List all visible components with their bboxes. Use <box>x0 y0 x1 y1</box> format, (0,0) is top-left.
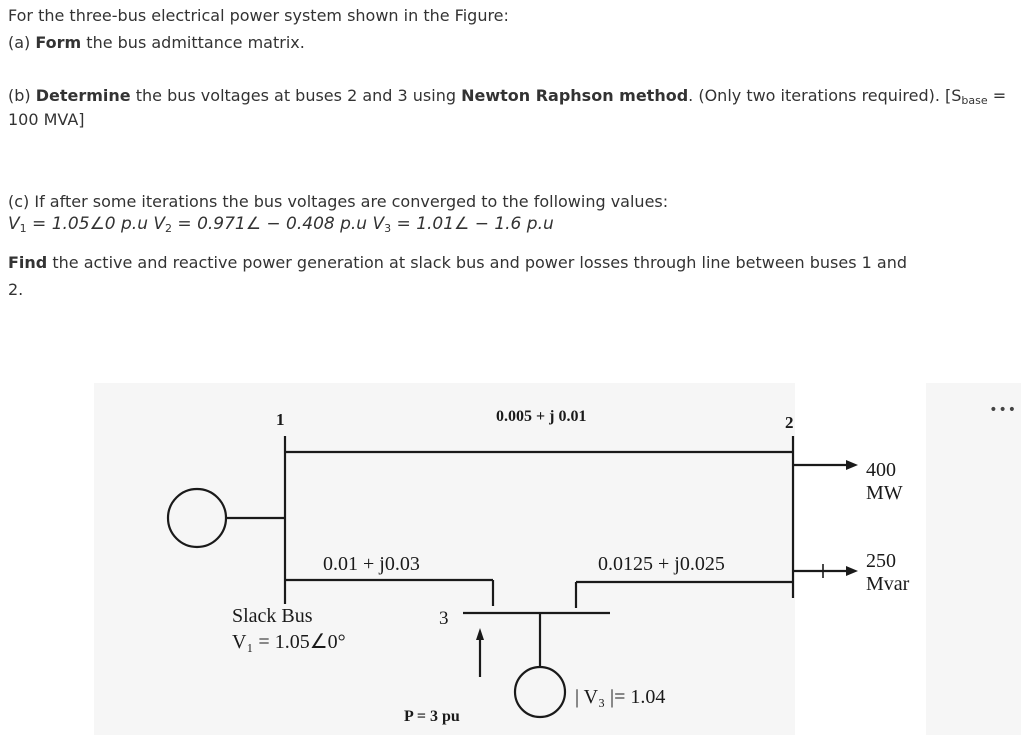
v1-symbol: V <box>8 214 20 234</box>
v3-sub: 3 <box>384 222 392 235</box>
v1-sub: 1 <box>19 222 27 235</box>
part-c-intro: (c) If after some iterations the bus voltages are converged to the following values: <box>8 192 669 211</box>
part-b-bold2: Newton Raphson method <box>461 86 689 105</box>
impedance-2-3: 0.0125 + j0.025 <box>598 553 725 575</box>
part-b-end: = <box>987 86 1007 105</box>
part-b-prefix: (b) <box>8 86 36 105</box>
load-p-arrow-head-icon <box>846 460 858 470</box>
v3-symbol: V <box>372 214 385 234</box>
part-a-rest: the bus admittance matrix. <box>81 33 305 52</box>
bus3-generator-icon <box>515 667 565 717</box>
slack-bus-label: Slack Bus <box>232 605 313 627</box>
load-q-arrow-head-icon <box>846 566 858 576</box>
ellipsis-icon[interactable]: ••• <box>989 402 1017 418</box>
v3-value: = 1.01∠ − 1.6 p.u <box>391 214 554 234</box>
intro-line: For the three-bus electrical power system shown in the Figure: <box>8 6 509 25</box>
v1-value: = 1.05∠0 p.u <box>26 214 154 234</box>
part-b-mid: the bus voltages at buses 2 and 3 using <box>130 86 462 105</box>
part-a-bold: Form <box>35 33 82 52</box>
load-p-value: 400 <box>866 459 896 481</box>
find-rest: the active and reactive power generation at slack bus and power losses through line between buses 1 and <box>47 253 907 272</box>
find-line2: 2. <box>8 280 24 299</box>
bus3-label: 3 <box>439 608 449 629</box>
v3-magnitude: | V₃ |= 1.04 <box>575 686 666 708</box>
slack-generator-icon <box>168 489 226 547</box>
part-b-line2: 100 MVA] <box>8 110 85 129</box>
p-arrow-head-icon <box>476 628 484 640</box>
v2-symbol: V <box>153 214 166 234</box>
v2-value: = 0.971∠ − 0.408 p.u <box>172 214 373 234</box>
part-a-prefix: (a) <box>8 33 36 52</box>
gen3-power: P = 3 pu <box>404 708 460 725</box>
impedance-1-2: 0.005 + j 0.01 <box>496 408 587 425</box>
load-p-unit: MW <box>866 482 903 504</box>
load-q-value: 250 <box>866 550 896 572</box>
find-bold: Find <box>8 253 48 272</box>
bus1-label: 1 <box>276 410 285 429</box>
part-b-rest: . (Only two iterations required). [S <box>688 86 962 105</box>
load-q-unit: Mvar <box>866 573 910 595</box>
impedance-1-3: 0.01 + j0.03 <box>323 553 420 575</box>
bus2-label: 2 <box>785 413 794 432</box>
part-b-bold1: Determine <box>35 86 131 105</box>
v2-sub: 2 <box>165 222 173 235</box>
part-b-sub: base <box>961 94 988 107</box>
slack-voltage: V₁ = 1.05∠0° <box>232 631 346 653</box>
